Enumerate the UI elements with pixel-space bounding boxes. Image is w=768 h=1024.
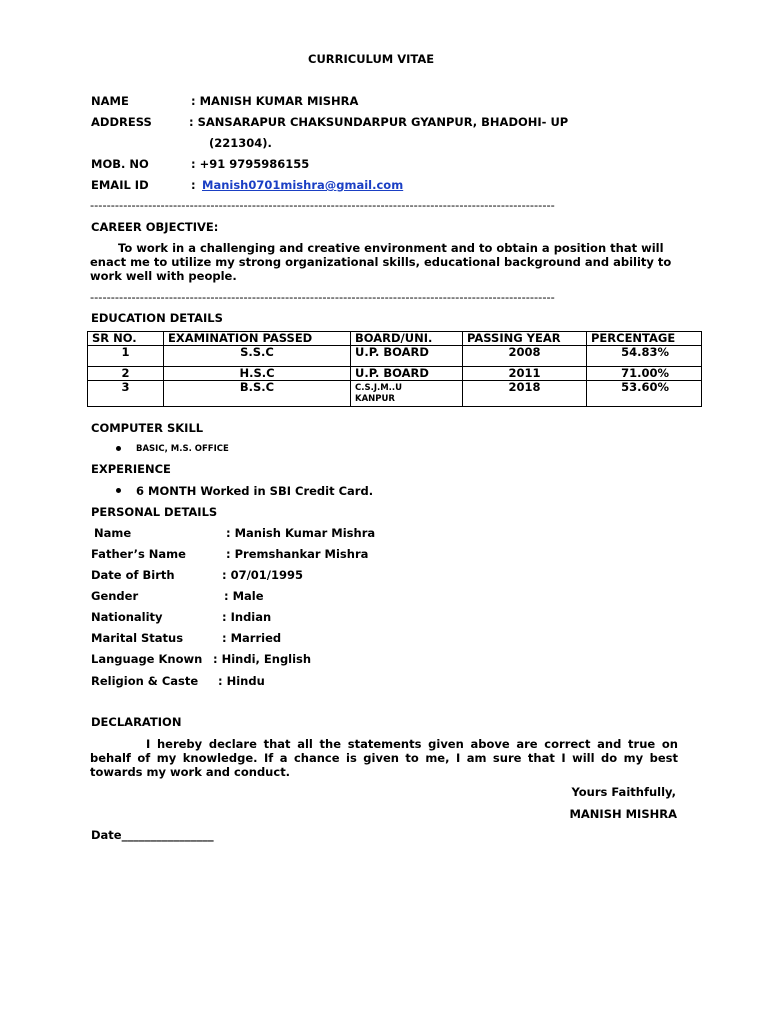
personal-value-name: : Manish Kumar Mishra [226, 526, 376, 540]
bullet-icon [116, 488, 121, 493]
email-colon: : [191, 178, 196, 192]
header-percentage: PERCENTAGE [587, 332, 702, 346]
cell-percentage: 71.00% [587, 367, 702, 381]
email-label: EMAIL ID [91, 178, 149, 192]
experience-item: 6 MONTH Worked in SBI Credit Card. [136, 484, 374, 498]
cell-percentage: 53.60% [587, 381, 702, 407]
personal-label-language: Language Known [91, 652, 203, 666]
cell-exam: H.S.C [164, 367, 351, 381]
header-board: BOARD/UNI. [351, 332, 463, 346]
date-field: Date________________ [91, 828, 214, 842]
header-year: PASSING YEAR [463, 332, 587, 346]
bullet-icon [116, 446, 121, 451]
declaration-text [90, 737, 678, 779]
education-heading: EDUCATION DETAILS [91, 311, 223, 325]
cell-sr: 2 [88, 367, 164, 381]
personal-value-father: : Premshankar Mishra [226, 547, 369, 561]
cell-year: 2018 [463, 381, 587, 407]
board-line1: C.S.J.M..U [355, 383, 403, 393]
document-title: CURRICULUM VITAE [308, 52, 435, 66]
personal-label-nationality: Nationality [91, 610, 163, 624]
cell-exam: S.S.C [164, 346, 351, 367]
signature-name: MANISH MISHRA [569, 807, 677, 821]
table-row [88, 367, 702, 381]
experience-heading: EXPERIENCE [91, 462, 171, 476]
personal-value-religion: : Hindu [218, 674, 265, 688]
career-heading: CAREER OBJECTIVE: [91, 220, 219, 234]
table-header-row [88, 332, 702, 346]
address-label: ADDRESS [91, 115, 152, 129]
address-value: : SANSARAPUR CHAKSUNDARPUR GYANPUR, BHADOHI- UP [189, 115, 569, 129]
personal-value-gender: : Male [224, 589, 264, 603]
personal-value-marital: : Married [222, 631, 282, 645]
mob-label: MOB. NO [91, 157, 149, 171]
cell-board: U.P. BOARD [351, 346, 463, 367]
cell-year: 2011 [463, 367, 587, 381]
header-exam: EXAMINATION PASSED [164, 332, 351, 346]
address-line2: (221304). [209, 136, 272, 150]
cell-board [351, 381, 463, 407]
name-value: : MANISH KUMAR MISHRA [191, 94, 359, 108]
email-link[interactable]: Manish0701mishra@gmail.com [202, 178, 404, 192]
table-row [88, 346, 702, 367]
closing-text: Yours Faithfully, [571, 785, 676, 799]
cell-sr: 3 [88, 381, 164, 407]
personal-label-name: Name [94, 526, 132, 540]
declaration-heading: DECLARATION [91, 715, 182, 729]
header-sr: SR NO. [88, 332, 164, 346]
personal-value-dob: : 07/01/1995 [222, 568, 304, 582]
personal-label-dob: Date of Birth [91, 568, 175, 582]
computer-heading: COMPUTER SKILL [91, 421, 204, 435]
career-text [90, 241, 678, 283]
personal-label-gender: Gender [91, 589, 139, 603]
personal-value-nationality: : Indian [222, 610, 272, 624]
education-table [87, 331, 702, 407]
cell-exam: B.S.C [164, 381, 351, 407]
cell-sr: 1 [88, 346, 164, 367]
computer-item: BASIC, M.S. OFFICE [136, 444, 229, 454]
personal-value-language: : Hindi, English [213, 652, 312, 666]
career-paragraph: To work in a challenging and creative environment and to obtain a position that will enact me to utilize my strong organizational skills, educational background and ability to work well with people. [90, 241, 672, 283]
separator-line: ---------------------------------------------------------------------------------------------------------------- [90, 290, 555, 304]
table-row [88, 381, 702, 407]
personal-label-religion: Religion & Caste [91, 674, 199, 688]
cell-year: 2008 [463, 346, 587, 367]
separator-line: ---------------------------------------------------------------------------------------------------------------- [90, 198, 555, 212]
cell-percentage: 54.83% [587, 346, 702, 367]
name-label: NAME [91, 94, 129, 108]
cell-board: U.P. BOARD [351, 367, 463, 381]
personal-heading: PERSONAL DETAILS [91, 505, 218, 519]
personal-label-marital: Marital Status [91, 631, 184, 645]
mob-value: : +91 9795986155 [191, 157, 310, 171]
board-line2: KANPUR [355, 394, 395, 404]
personal-label-father: Father’s Name [91, 547, 186, 561]
declaration-paragraph: I hereby declare that all the statements given above are correct and true on behalf of my knowledge. If a chance is given to me, I am sure that I will do my best towards my work and conduct. [90, 737, 678, 779]
